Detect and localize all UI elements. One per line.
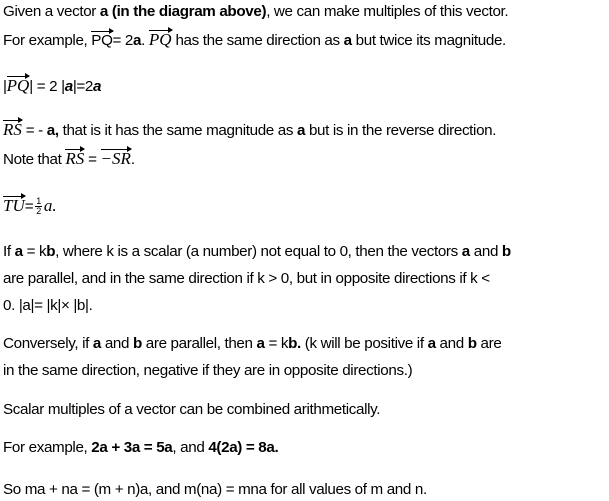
text: For example, xyxy=(3,439,92,456)
bold-text: a xyxy=(461,243,470,260)
text: |=2 xyxy=(72,78,94,95)
bold-text: a xyxy=(427,335,436,352)
vector-tu: TU xyxy=(3,196,25,215)
text: are xyxy=(476,335,502,352)
text: that is it has the same magnitude as xyxy=(58,122,297,139)
bold-text: a, xyxy=(46,122,59,139)
text: = k xyxy=(264,335,289,352)
text: and xyxy=(435,335,468,352)
bold-text: a xyxy=(296,122,306,139)
vector-rs: RS xyxy=(3,120,22,139)
text: but twice its magnitude. xyxy=(351,32,506,49)
bold-text: a xyxy=(14,243,23,260)
text: and xyxy=(100,335,133,352)
bold-text: b. xyxy=(288,335,301,352)
text: . xyxy=(141,32,149,49)
text: , where k is a scalar (a number) not equal to 0, then the vectors xyxy=(55,243,462,260)
bold-text: a xyxy=(93,78,102,95)
text: | xyxy=(3,78,7,95)
equation-tu xyxy=(3,197,57,216)
equation-magnitude xyxy=(3,77,101,96)
text-line: are parallel, and in the same direction if k > 0, but in opposite directions if k < xyxy=(3,270,490,287)
bold-text: 2a + 3a = 5a xyxy=(91,439,173,456)
text: = xyxy=(84,151,101,168)
paragraph-note xyxy=(3,150,135,169)
bold-text: a xyxy=(64,78,73,95)
bold-text: b xyxy=(46,243,56,260)
paragraph-example xyxy=(3,31,506,50)
fraction-half xyxy=(35,197,42,216)
bold-text: 4(2a) = 8a. xyxy=(208,439,279,456)
text: , we can make multiples of this vector. xyxy=(266,3,509,20)
bold-text: a xyxy=(343,32,352,49)
text: = xyxy=(24,198,34,215)
text: a. xyxy=(43,196,57,215)
text-line: in the same direction, negative if they are in opposite directions.) xyxy=(3,362,413,379)
text: and xyxy=(469,243,502,260)
text: but is in the reverse direction. xyxy=(305,122,497,139)
paragraph-general-rule: So ma + na = (m + n)a, and m(na) = mna for all values of m and n. xyxy=(3,481,427,498)
text: Given a vector xyxy=(3,3,100,20)
bold-text: a (in the diagram above) xyxy=(99,3,267,20)
paragraph-intro xyxy=(3,3,508,21)
text: has the same direction as xyxy=(171,32,344,49)
text-line xyxy=(3,243,511,261)
text: For example, xyxy=(3,32,92,49)
numerator: 1 xyxy=(36,196,41,207)
bold-text: b xyxy=(501,243,511,260)
text: = k xyxy=(22,243,47,260)
bold-text: a xyxy=(133,32,142,49)
paragraph-rs xyxy=(3,121,496,140)
text: Conversely, if xyxy=(3,335,93,352)
text: are parallel, then xyxy=(141,335,257,352)
text: (k will be positive if xyxy=(300,335,428,352)
vector-rs: RS xyxy=(65,149,85,168)
bold-text: b xyxy=(467,335,477,352)
bold-text: a xyxy=(92,335,101,352)
text: | = 2 | xyxy=(29,78,65,95)
vector-pq: PQ xyxy=(91,32,113,49)
denominator: 2 xyxy=(36,206,41,217)
paragraph-scalar-multiples: Scalar multiples of a vector can be combined arithmetically. xyxy=(3,401,381,418)
text-line: 0. |a|= |k|× |b|. xyxy=(3,297,93,314)
text: Note that xyxy=(3,151,66,168)
text: If xyxy=(3,243,15,260)
vector-pq: PQ xyxy=(148,30,172,49)
vector-pq: PQ xyxy=(6,76,30,95)
vector-minus-sr: −SR xyxy=(100,149,131,168)
text: = - xyxy=(21,122,47,139)
text-line xyxy=(3,335,501,353)
bold-text: b xyxy=(132,335,142,352)
paragraph-example-arith xyxy=(3,439,278,457)
text: = 2 xyxy=(112,32,134,49)
text: , and xyxy=(172,439,209,456)
bold-text: a xyxy=(256,335,265,352)
text: . xyxy=(130,151,135,168)
